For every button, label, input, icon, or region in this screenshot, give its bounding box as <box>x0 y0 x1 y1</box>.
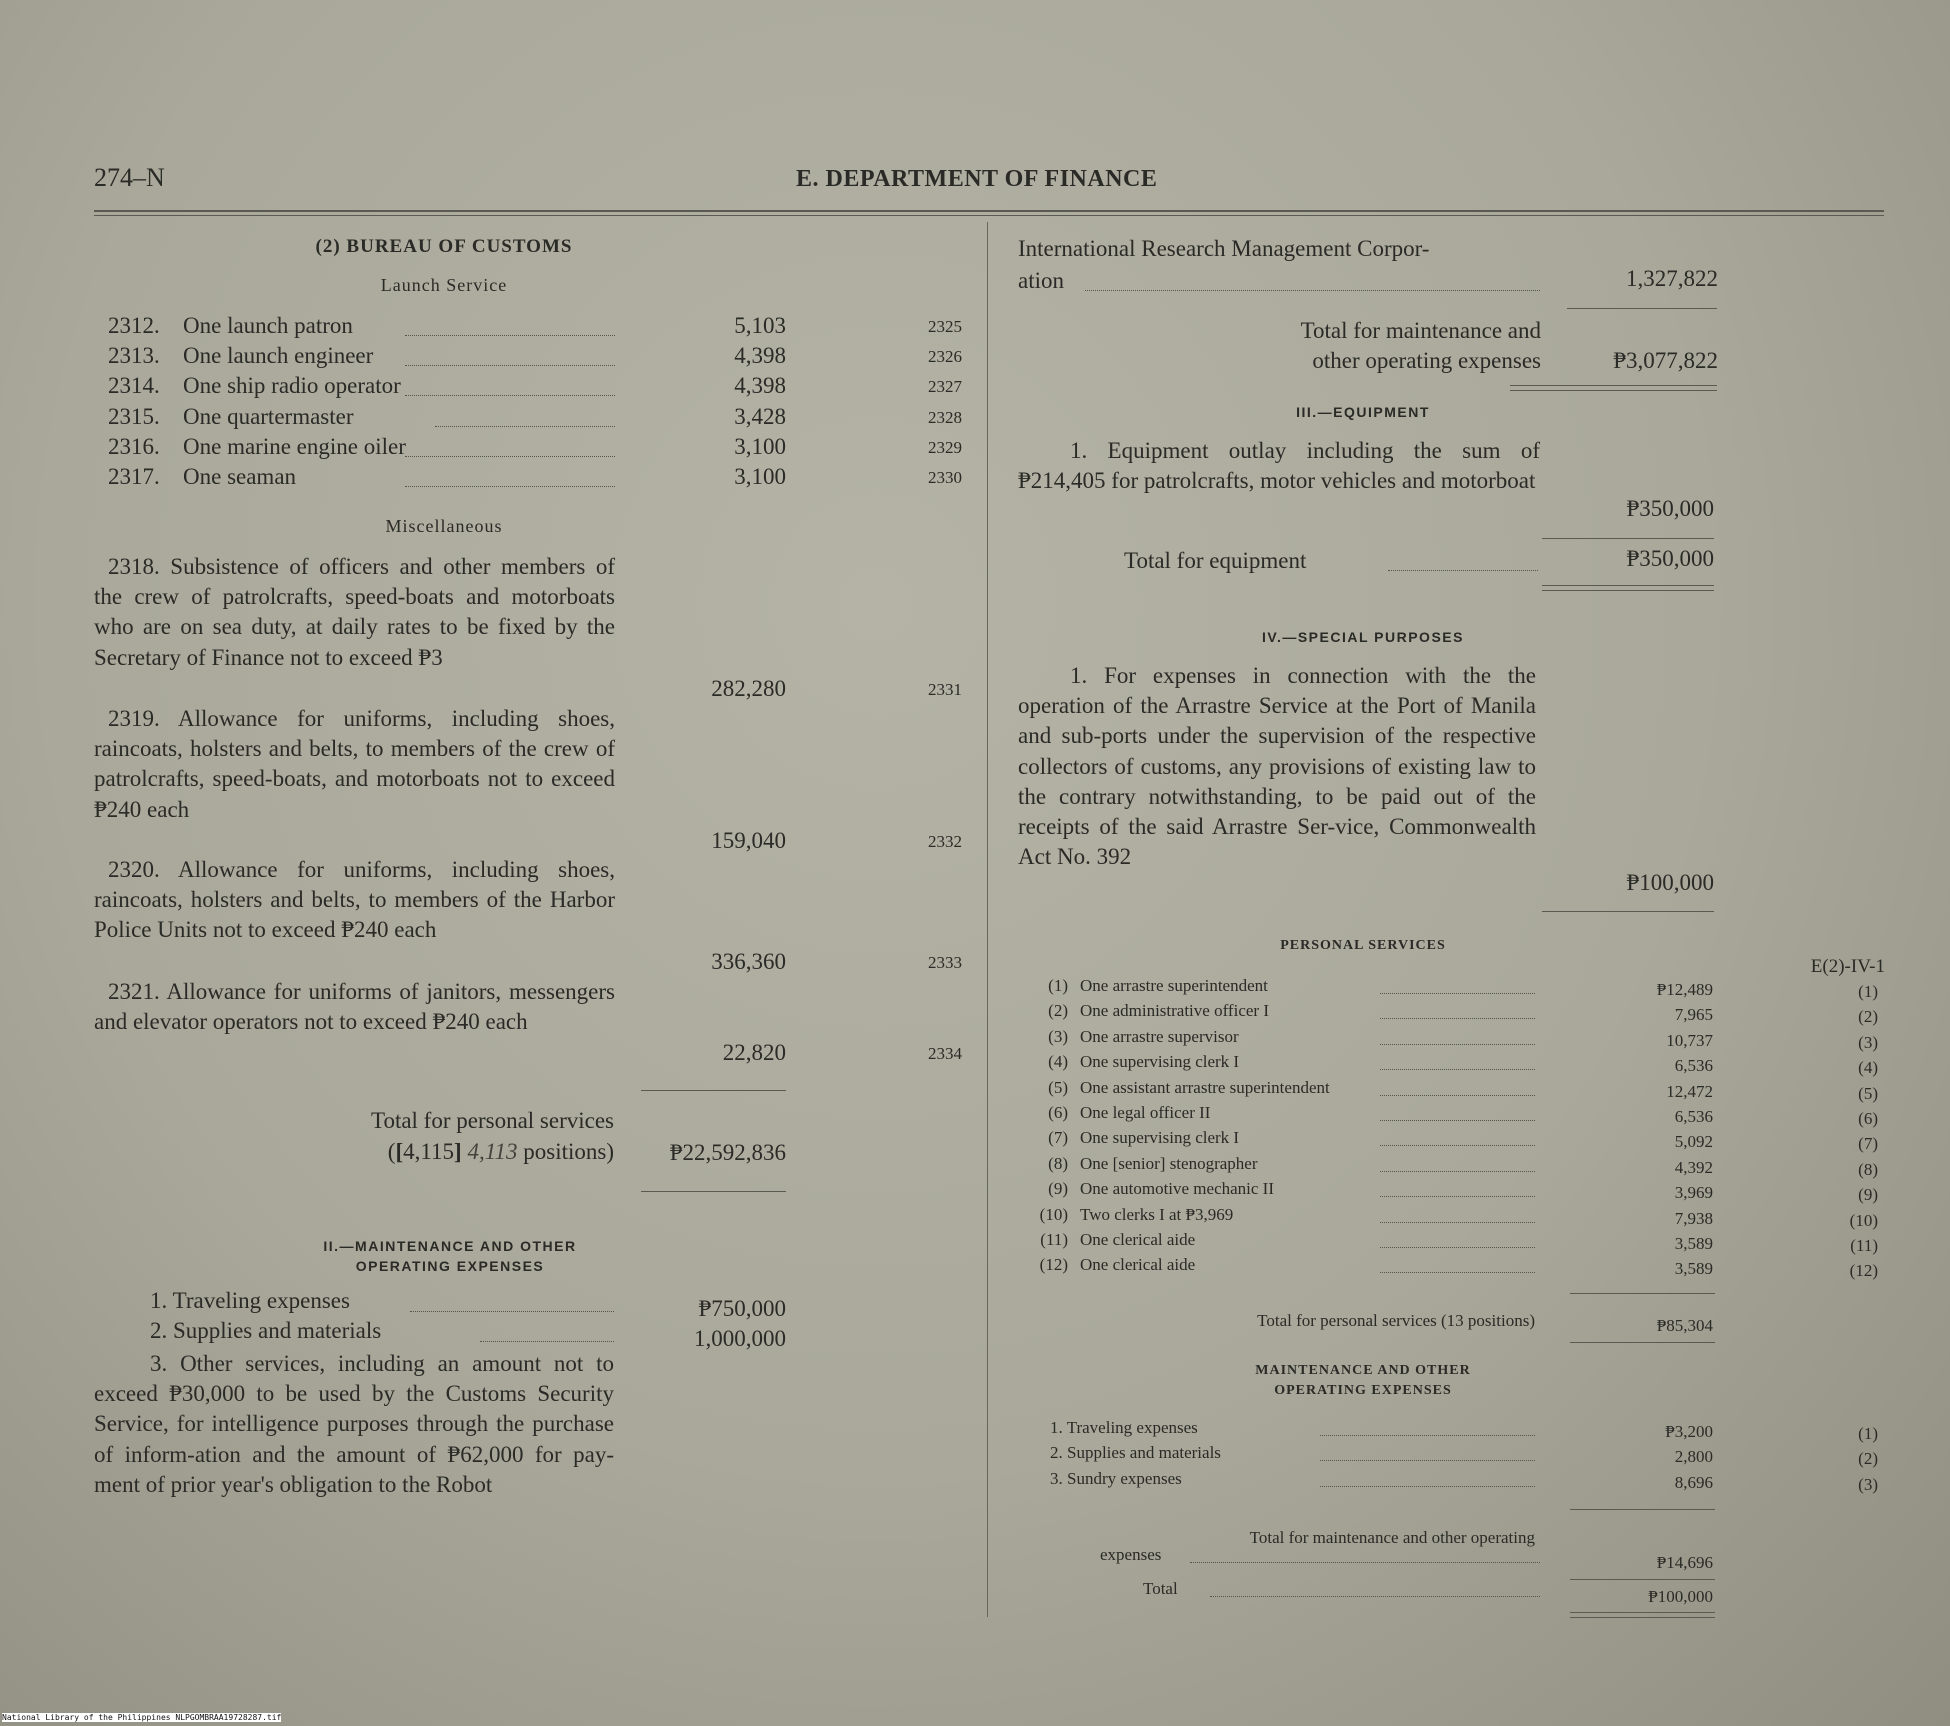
launch-item-amount: 3,100 <box>734 464 786 489</box>
launch-service-heading: Launch Service <box>380 275 508 295</box>
m-item-ref: (3) <box>1858 1474 1878 1494</box>
mooe-traveling-amount: ₱750,000 <box>698 1296 786 1321</box>
ps-total-label: Total for personal services (13 positions) <box>1257 1311 1535 1330</box>
ps-item-number: (10) <box>1039 1204 1068 1224</box>
ps-item-ref: (11) <box>1850 1236 1878 1255</box>
leader-dots <box>1320 1435 1535 1436</box>
ps-item-amount: 3,589 <box>1674 1234 1713 1253</box>
ps-item-ref: (10) <box>1849 1210 1878 1230</box>
line-number: 2325 <box>928 317 962 336</box>
mooe-traveling-label: 1. Traveling expenses <box>150 1288 350 1313</box>
line-number-2331: 2331 <box>928 680 962 699</box>
line-number-2332: 2332 <box>928 832 962 851</box>
leader-dots <box>1380 1196 1535 1197</box>
ps-total-amount: ₱85,304 <box>1656 1316 1713 1335</box>
ps-item-amount: 7,938 <box>1674 1208 1713 1228</box>
maintenance-heading-2: OPERATING EXPENSES <box>1274 1383 1452 1398</box>
total-personal-services-amount: ₱22,592,836 <box>669 1140 786 1165</box>
launch-item-number: 2313. <box>108 343 160 369</box>
equipment-outlay: 1. Equipment outlay including the sum of ₱214,405 for patrolcrafts, motor vehicles and motorboat <box>1018 438 1540 494</box>
bureau-heading: (2) BUREAU OF CUSTOMS <box>315 236 573 257</box>
ps-item-ref: (12) <box>1849 1261 1878 1281</box>
m-total-label-1: Total for maintenance and other operating <box>1249 1528 1535 1547</box>
leader-dots <box>1380 1145 1535 1146</box>
ps-item-amount: 10,737 <box>1666 1030 1713 1050</box>
leader-dots <box>1380 1044 1535 1045</box>
double-rule <box>1542 585 1714 586</box>
launch-item-label: One launch engineer <box>183 343 374 369</box>
rule <box>1570 1342 1715 1343</box>
page-title: E. DEPARTMENT OF FINANCE <box>796 166 1158 192</box>
equipment-heading: III.—EQUIPMENT <box>1296 404 1430 420</box>
ps-item-amount: 3,969 <box>1674 1183 1713 1203</box>
misc-amount-2318: 282,280 <box>711 676 786 701</box>
leader-dots <box>1380 1171 1535 1172</box>
leader-dots <box>435 426 615 427</box>
total-personal-services-positions: ([4,115] 4,113 positions) <box>387 1139 614 1164</box>
rule <box>1570 1509 1715 1510</box>
ps-item-number: (4) <box>1048 1052 1068 1072</box>
special-purposes-amount: ₱100,000 <box>1626 870 1714 895</box>
m-item-label: 3. Sundry expenses <box>1050 1468 1182 1488</box>
line-number-2334: 2334 <box>928 1044 962 1063</box>
positions-new: 4,113 <box>467 1139 518 1164</box>
double-rule <box>1510 385 1717 386</box>
page-number: 274–N <box>94 163 165 192</box>
column-divider <box>987 222 988 1617</box>
m-item-amount: 8,696 <box>1674 1472 1713 1492</box>
ps-item-label: One administrative officer I <box>1080 1001 1269 1021</box>
misc-item-2320: 2320. Allowance for uniforms, including shoes, raincoats, holsters and belts, to members of the Harbor Police Units not to exceed ₱240 each <box>94 857 615 943</box>
ps-item-ref: (7) <box>1858 1134 1878 1154</box>
ps-item-number: (5) <box>1048 1077 1068 1097</box>
launch-item-number: 2316. <box>108 433 160 459</box>
line-number-2333: 2333 <box>928 953 962 972</box>
ps-item-label: One clerical aide <box>1080 1230 1196 1249</box>
misc-item-2318: 2318. Subsistence of officers and other members of the crew of patrolcrafts, speed-boats and motorboats who are on sea duty, at daily rates to be fixed by the Secretary of Finance not to exceed ₱3 <box>94 554 615 670</box>
ps-item-label: One clerical aide <box>1080 1255 1196 1275</box>
launch-item-number: 2314. <box>108 373 160 399</box>
rule <box>1542 911 1714 912</box>
m-item-ref: (2) <box>1858 1449 1878 1469</box>
total-mooe-amount: ₱3,077,822 <box>1613 348 1718 373</box>
ps-item-label: One arrastre superintendent <box>1080 976 1268 995</box>
continuation-line-1: International Research Management Corpor- <box>1018 236 1430 261</box>
mooe-heading-1: II.—MAINTENANCE AND OTHER <box>323 1238 577 1254</box>
misc-item-2321: 2321. Allowance for uniforms of janitors, messengers and elevator operators not to exceed ₱240 each <box>94 979 615 1035</box>
ps-item-number: (2) <box>1048 1001 1068 1021</box>
ps-item-amount: 5,092 <box>1674 1132 1713 1152</box>
ps-item-number: (12) <box>1039 1255 1068 1275</box>
special-purposes-heading: IV.—SPECIAL PURPOSES <box>1262 629 1464 645</box>
ps-item-label: One legal officer II <box>1080 1103 1211 1122</box>
launch-item-number: 2312. <box>108 313 160 338</box>
equipment-outlay-amount: ₱350,000 <box>1626 496 1714 521</box>
launch-item-number: 2317. <box>108 464 160 489</box>
mooe-heading-2: OPERATING EXPENSES <box>355 1258 545 1274</box>
leader-dots <box>1380 1120 1535 1121</box>
line-number: 2328 <box>928 407 962 427</box>
leader-dots <box>1320 1460 1535 1461</box>
leader-dots <box>405 335 615 336</box>
launch-item-label: One ship radio operator <box>183 373 401 399</box>
ps-item-number: (1) <box>1048 976 1068 995</box>
launch-item-amount: 5,103 <box>734 313 786 338</box>
personal-services-heading: PERSONAL SERVICES <box>1280 938 1446 953</box>
ps-item-amount: 6,536 <box>1674 1107 1713 1126</box>
continuation-amount: 1,327,822 <box>1626 266 1718 291</box>
leader-dots <box>1380 1095 1535 1096</box>
positions-old: 4,115 <box>403 1139 455 1164</box>
launch-item-label: One seaman <box>183 464 297 489</box>
mooe-supplies-label: 2. Supplies and materials <box>150 1318 382 1343</box>
launch-item-amount: 3,100 <box>734 433 786 459</box>
misc-amount-2320: 336,360 <box>711 949 786 974</box>
m-item-label: 1. Traveling expenses <box>1050 1418 1198 1437</box>
leader-dots <box>405 486 615 487</box>
leader-dots <box>405 365 615 366</box>
miscellaneous-heading: Miscellaneous <box>385 516 503 536</box>
launch-item-amount: 3,428 <box>734 403 786 429</box>
misc-item-2319: 2319. Allowance for uniforms, including shoes, raincoats, holsters and belts, to members of the crew of patrolcrafts, speed-boats, and motorboats not to exceed ₱240 each <box>94 706 615 822</box>
appropriation-code: E(2)-IV-1 <box>1810 956 1885 977</box>
header-rule-2 <box>94 215 1884 216</box>
ps-item-ref: (4) <box>1858 1058 1878 1078</box>
double-rule <box>1510 390 1717 391</box>
ps-item-ref: (9) <box>1858 1185 1878 1205</box>
line-number: 2329 <box>928 437 962 457</box>
ps-item-number: (8) <box>1048 1153 1068 1173</box>
ps-item-label: One supervising clerk I <box>1080 1052 1240 1072</box>
launch-item-label: One marine engine oiler <box>183 433 406 459</box>
leader-dots <box>410 1311 614 1312</box>
leader-dots <box>480 1341 614 1342</box>
double-rule <box>1542 590 1714 591</box>
ps-item-label: One assistant arrastre superintendent <box>1080 1077 1330 1097</box>
m-item-ref: (1) <box>1858 1424 1878 1443</box>
total-equipment-amount: ₱350,000 <box>1626 546 1714 571</box>
ps-item-label: One arrastre supervisor <box>1080 1026 1239 1046</box>
ps-item-ref: (2) <box>1858 1007 1878 1027</box>
leader-dots <box>1380 1222 1535 1223</box>
maintenance-heading-1: MAINTENANCE AND OTHER <box>1255 1363 1471 1378</box>
ps-item-number: (11) <box>1040 1230 1068 1249</box>
m-item-label: 2. Supplies and materials <box>1050 1443 1221 1463</box>
ps-item-amount: 6,536 <box>1674 1056 1713 1076</box>
ps-item-number: (7) <box>1048 1128 1068 1148</box>
ps-item-ref: (5) <box>1858 1083 1878 1103</box>
line-number: 2330 <box>928 468 962 487</box>
leader-dots <box>1380 993 1535 994</box>
ps-item-label: One supervising clerk I <box>1080 1128 1240 1148</box>
ps-item-label: One automotive mechanic II <box>1080 1179 1275 1199</box>
launch-item-amount: 4,398 <box>734 343 786 369</box>
rule <box>1567 308 1717 309</box>
ps-item-amount: 4,392 <box>1674 1157 1713 1177</box>
leader-dots <box>1380 1069 1535 1070</box>
scan-footer: National Library of the Philippines NLPGOMBRAA19728287.tif <box>2 1713 282 1722</box>
total-personal-services-label: Total for personal services <box>371 1108 614 1133</box>
total-rule <box>641 1191 786 1192</box>
ps-item-ref: (6) <box>1858 1109 1878 1128</box>
launch-item-amount: 4,398 <box>734 373 786 399</box>
special-purposes-text: 1. For expenses in connection with the the operation of the Arrastre Service at the Port of Manila and sub-ports under the supervision of the respective collectors of customs, any provisions of existing law to the contrary notwithstanding, to be paid out of the receipts of the said Arrastre Ser-vice, Commonwealth Act No. 392 <box>1018 663 1536 870</box>
m-item-amount: ₱3,200 <box>1665 1422 1713 1441</box>
ps-item-ref: (8) <box>1858 1159 1878 1179</box>
launch-item-label: One launch patron <box>183 313 353 338</box>
leader-dots <box>1190 1562 1540 1563</box>
leader-dots <box>405 395 615 396</box>
m-total-label-2: expenses <box>1100 1545 1162 1564</box>
leader-dots <box>1388 570 1538 571</box>
leader-dots <box>1380 1018 1535 1019</box>
double-rule <box>1570 1617 1715 1618</box>
line-number: 2327 <box>928 377 962 397</box>
m-total-amount: ₱14,696 <box>1656 1553 1713 1572</box>
ps-item-ref: (3) <box>1858 1032 1878 1052</box>
leader-dots <box>1085 290 1540 291</box>
rule <box>1542 538 1714 539</box>
misc-amount-2319: 159,040 <box>711 828 786 853</box>
ps-item-amount: 12,472 <box>1666 1081 1713 1101</box>
total-mooe-label-1: Total for maintenance and <box>1300 318 1541 343</box>
launch-item-label: One quartermaster <box>183 403 354 429</box>
leader-dots <box>1210 1596 1540 1597</box>
ps-item-number: (6) <box>1048 1103 1068 1122</box>
leader-dots <box>1380 1272 1535 1273</box>
ps-item-ref: (1) <box>1858 982 1878 1001</box>
grand-total-amount: ₱100,000 <box>1648 1587 1713 1606</box>
mooe-other-services: 3. Other services, including an amount not to exceed ₱30,000 to be used by the Customs Security Service, for intelligence purposes through the purchase of inform-ation and the amount of ₱62,000 for pay-ment of prior year's obligation to the Robot <box>94 1351 614 1497</box>
ps-item-label: Two clerks I at ₱3,969 <box>1080 1204 1234 1224</box>
grand-total-label: Total <box>1143 1579 1178 1598</box>
leader-dots <box>1320 1486 1535 1487</box>
ps-item-number: (9) <box>1048 1179 1068 1199</box>
ps-item-number: (3) <box>1048 1026 1068 1046</box>
double-rule <box>1570 1612 1715 1613</box>
ps-item-amount: 3,589 <box>1674 1259 1713 1279</box>
ps-item-amount: ₱12,489 <box>1656 980 1713 999</box>
m-item-amount: 2,800 <box>1674 1447 1713 1467</box>
leader-dots <box>405 456 615 457</box>
rule <box>1570 1293 1715 1294</box>
header-rule <box>94 210 1884 212</box>
ps-item-amount: 7,965 <box>1674 1005 1713 1025</box>
total-mooe-label-2: other operating expenses <box>1312 348 1541 373</box>
total-equipment-label: Total for equipment <box>1124 548 1307 573</box>
mooe-supplies-amount: 1,000,000 <box>694 1326 786 1351</box>
launch-item-number: 2315. <box>108 403 160 429</box>
continuation-line-2: ation <box>1018 268 1064 293</box>
positions-suffix: positions) <box>523 1139 614 1164</box>
line-number: 2326 <box>928 347 962 367</box>
leader-dots <box>1380 1247 1535 1248</box>
subtotal-rule <box>641 1090 786 1091</box>
rule <box>1570 1579 1715 1580</box>
ps-item-label: One [senior] stenographer <box>1080 1153 1258 1173</box>
misc-amount-2321: 22,820 <box>722 1040 786 1065</box>
